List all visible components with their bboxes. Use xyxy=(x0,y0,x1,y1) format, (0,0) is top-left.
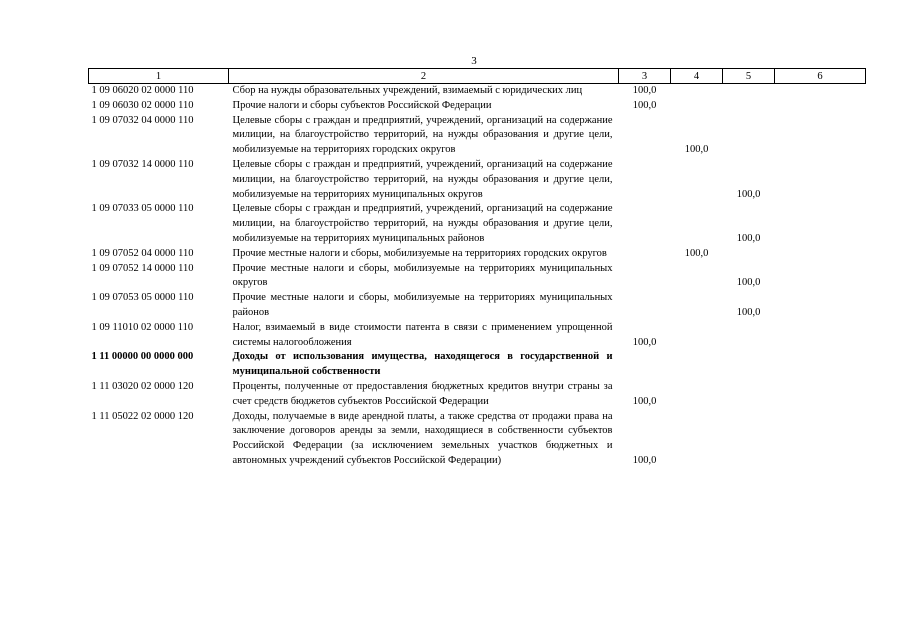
row-value-col4 xyxy=(671,321,723,351)
column-header-3: 3 xyxy=(619,69,671,84)
row-value-col5 xyxy=(723,84,775,99)
row-name: Сбор на нужды образовательных учреждений, взимаемый с юридических лиц xyxy=(232,85,583,96)
row-value-col3: 100,0 xyxy=(632,454,657,466)
row-value-col4 xyxy=(671,202,723,246)
row-value-col5: 100,0 xyxy=(736,277,761,289)
row-value-col6 xyxy=(775,350,866,380)
row-value-col5 xyxy=(723,410,775,469)
row-value-col6 xyxy=(775,321,866,351)
section-code: 1 11 00000 00 0000 000 xyxy=(91,351,194,363)
row-value-col6 xyxy=(775,247,866,262)
row-value-col3 xyxy=(619,114,671,158)
row-name: Целевые сборы с граждан и предприятий, учреждений, организаций на содержание милиции, на благоустройство территорий, на нужды образования и другие цели, мобилизуемые на территориях городских округов xyxy=(232,114,613,156)
column-header-4: 4 xyxy=(671,69,723,84)
revenue-distribution-table xyxy=(88,68,866,469)
row-value-col6 xyxy=(775,158,866,202)
row-name: Прочие местные налоги и сборы, мобилизуемые на территориях городских округов xyxy=(232,247,607,259)
row-value-col4 xyxy=(671,410,723,469)
row-value-col3: 100,0 xyxy=(632,336,657,348)
table-row-section xyxy=(89,350,866,380)
row-code: 1 09 07032 14 0000 110 xyxy=(91,158,194,170)
row-value-col5 xyxy=(723,380,775,410)
row-value-col6 xyxy=(775,262,866,292)
row-value-col5 xyxy=(723,114,775,158)
row-code: 1 09 06020 02 0000 110 xyxy=(91,85,194,96)
row-value-col6 xyxy=(775,410,866,469)
row-value-col5 xyxy=(723,247,775,262)
row-value-col5 xyxy=(723,321,775,351)
row-value-col4 xyxy=(671,350,723,380)
row-code: 1 11 05022 02 0000 120 xyxy=(91,410,194,422)
row-value-col6 xyxy=(775,202,866,246)
row-value-col4 xyxy=(671,158,723,202)
row-code: 1 09 11010 02 0000 110 xyxy=(91,321,194,333)
row-name: Прочие местные налоги и сборы, мобилизуемые на территориях муниципальных районов xyxy=(232,292,613,318)
row-value-col4 xyxy=(671,84,723,99)
row-value-col5: 100,0 xyxy=(736,232,761,244)
row-value-col5 xyxy=(723,350,775,380)
table-row xyxy=(89,202,866,246)
row-value-col4: 100,0 xyxy=(684,144,709,156)
section-name: Доходы от использования имущества, находящегося в государственной и муниципальной собственности xyxy=(232,351,613,378)
row-value-col3: 100,0 xyxy=(632,99,657,111)
row-name: Налог, взимаемый в виде стоимости патента в связи с применением упрощенной системы налогообложения xyxy=(232,321,613,348)
table-row xyxy=(89,84,866,99)
row-code: 1 09 07033 05 0000 110 xyxy=(91,203,194,215)
row-name: Проценты, полученные от предоставления бюджетных кредитов внутри страны за счет средств бюджетов субъектов Российской Федерации xyxy=(232,380,613,407)
row-value-col3: 100,0 xyxy=(632,395,657,407)
row-value-col4 xyxy=(671,99,723,114)
row-value-col4 xyxy=(671,380,723,410)
row-code: 1 09 07052 14 0000 110 xyxy=(91,262,194,274)
table-row xyxy=(89,262,866,292)
row-name: Доходы, получаемые в виде арендной платы, а также средства от продажи права на заключение договоров аренды за земли, находящиеся в собственности субъектов Российской Федерации (за исключением земельных участков бюджетных и автономных учреждений субъектов Российской Федерации) xyxy=(232,410,613,466)
row-value-col3 xyxy=(619,158,671,202)
row-value-col5: 100,0 xyxy=(736,188,761,200)
table-row xyxy=(89,410,866,469)
row-value-col3 xyxy=(619,350,671,380)
row-value-col3 xyxy=(619,202,671,246)
row-value-col5: 100,0 xyxy=(736,306,761,318)
row-name: Целевые сборы с граждан и предприятий, учреждений, организаций на содержание милиции, на благоустройство территорий, на нужды образования и другие цели, мобилизуемые на территориях муниципальных округов xyxy=(232,158,613,200)
row-code: 1 09 07052 04 0000 110 xyxy=(91,247,194,259)
row-value-col5 xyxy=(723,99,775,114)
table-row xyxy=(89,114,866,158)
row-value-col4: 100,0 xyxy=(684,247,709,259)
row-name: Прочие налоги и сборы субъектов Российской Федерации xyxy=(232,99,492,111)
table-row xyxy=(89,321,866,351)
table-row xyxy=(89,291,866,321)
row-code: 1 09 07053 05 0000 110 xyxy=(91,292,194,304)
row-value-col3 xyxy=(619,291,671,321)
row-code: 1 09 07032 04 0000 110 xyxy=(91,114,194,126)
table-body xyxy=(89,84,866,469)
row-value-col6 xyxy=(775,291,866,321)
row-value-col4 xyxy=(671,262,723,292)
row-code: 1 11 03020 02 0000 120 xyxy=(91,380,194,392)
row-value-col6 xyxy=(775,114,866,158)
row-value-col3 xyxy=(619,247,671,262)
page-number: 3 xyxy=(471,55,477,67)
column-header-6: 6 xyxy=(775,69,866,84)
row-code: 1 09 06030 02 0000 110 xyxy=(91,99,194,111)
column-header-2: 2 xyxy=(229,69,619,84)
row-value-col4 xyxy=(671,291,723,321)
row-value-col6 xyxy=(775,84,866,99)
row-name: Прочие местные налоги и сборы, мобилизуемые на территориях муниципальных округов xyxy=(232,262,613,289)
row-value-col6 xyxy=(775,380,866,410)
table-row xyxy=(89,247,866,262)
column-header-1: 1 xyxy=(89,69,229,84)
table-row xyxy=(89,158,866,202)
row-value-col3 xyxy=(619,262,671,292)
column-header-5: 5 xyxy=(723,69,775,84)
row-name: Целевые сборы с граждан и предприятий, учреждений, организаций на содержание милиции, на благоустройство территорий, на нужды образования и другие цели, мобилизуемые на территориях муниципальных районов xyxy=(232,203,613,244)
table-row xyxy=(89,99,866,114)
table-row xyxy=(89,380,866,410)
table-header-row xyxy=(89,69,866,84)
row-value-col3: 100,0 xyxy=(632,85,657,96)
row-value-col6 xyxy=(775,99,866,114)
